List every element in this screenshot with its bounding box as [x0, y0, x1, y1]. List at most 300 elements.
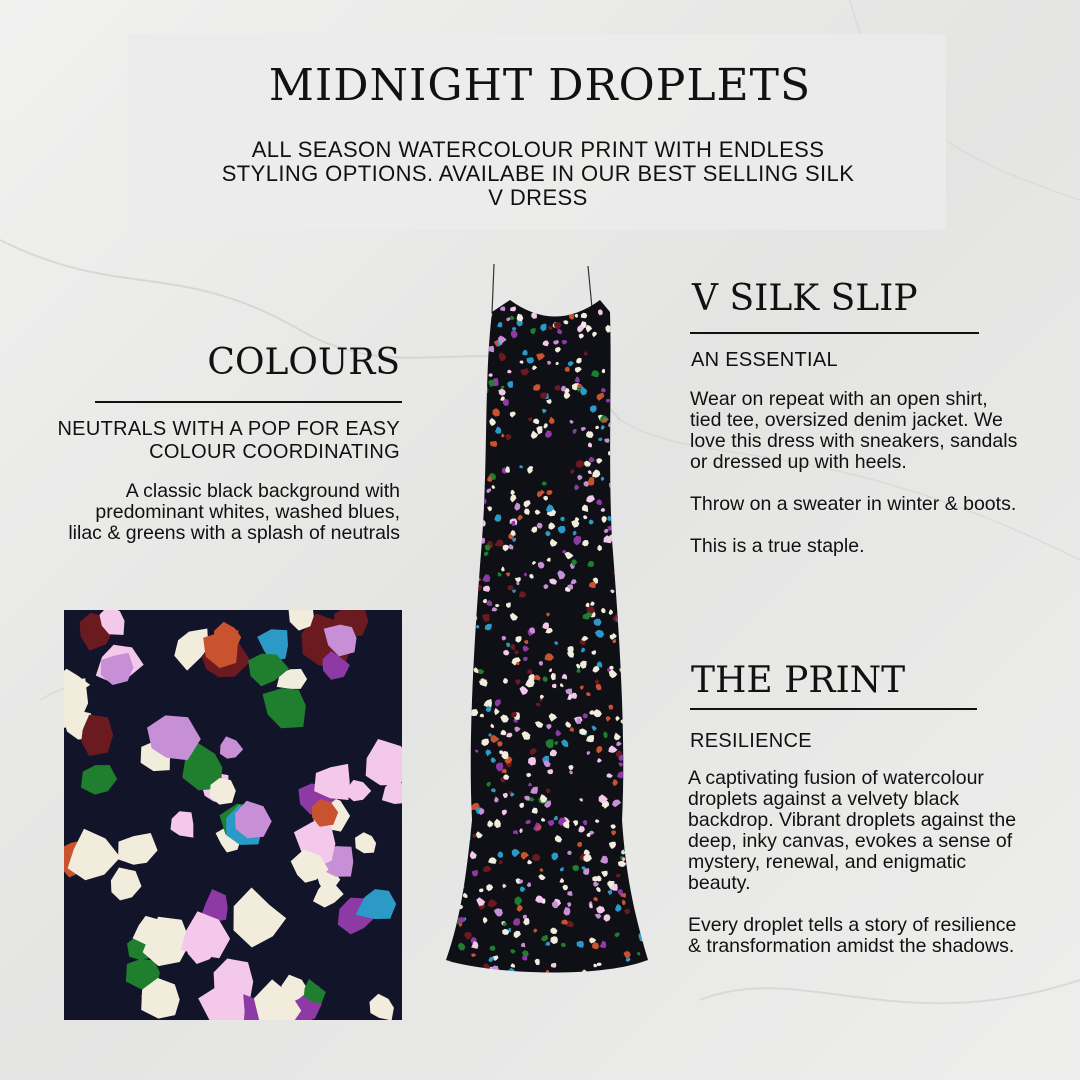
- dress-droplet: [460, 624, 467, 631]
- dress-droplet: [477, 415, 483, 422]
- dress-droplet: [433, 569, 439, 575]
- dress-droplet: [628, 422, 634, 428]
- dress-droplet: [646, 335, 653, 343]
- dress-droplet: [641, 836, 648, 844]
- dress-droplet: [473, 537, 480, 544]
- dress-droplet: [470, 416, 476, 422]
- dress-droplet: [430, 327, 432, 330]
- dress-droplet: [460, 726, 468, 733]
- colours-description: A classic black background with predominant whites, washed blues, lilac & greens with a splash of neutrals: [68, 480, 400, 544]
- dress-droplet: [480, 538, 485, 544]
- dress-droplet: [624, 564, 628, 569]
- print-swatch-image: [64, 610, 402, 1020]
- dress-droplet: [636, 386, 643, 394]
- dress-droplet: [631, 386, 635, 390]
- dress-droplet: [449, 325, 454, 330]
- dress-droplet: [447, 563, 452, 568]
- dress-droplet: [612, 514, 618, 519]
- dress-droplet: [626, 764, 630, 769]
- dress-droplet: [456, 884, 464, 890]
- dress-droplet: [446, 551, 452, 556]
- dress-droplet: [439, 742, 447, 750]
- dress-droplet: [430, 614, 433, 620]
- dress-droplet: [451, 641, 458, 648]
- dress-droplet: [449, 549, 453, 555]
- dress-droplet: [658, 482, 660, 487]
- dress-droplet: [443, 614, 448, 618]
- dress-droplet: [444, 974, 452, 980]
- dress-droplet: [438, 298, 445, 304]
- dress-droplet: [632, 406, 636, 411]
- dress-droplet: [623, 823, 628, 829]
- dress-droplet: [466, 480, 469, 484]
- dress-droplet: [463, 753, 468, 758]
- dress-droplet: [430, 433, 436, 441]
- dress-droplet: [456, 771, 463, 779]
- dress-droplet: [468, 300, 475, 308]
- dress-droplet: [614, 338, 619, 342]
- dress-droplet: [467, 297, 475, 304]
- dress-droplet: [494, 300, 498, 304]
- print-heading: THE PRINT: [691, 660, 906, 701]
- dress-droplet: [432, 595, 437, 600]
- dress-droplet: [612, 398, 617, 403]
- dress-droplet: [452, 745, 456, 749]
- dress-droplet: [442, 305, 448, 312]
- dress-droplet: [624, 468, 628, 473]
- dress-droplet: [477, 322, 486, 331]
- print-description: [688, 768, 1023, 978]
- dress-droplet: [461, 382, 465, 386]
- dress-droplet: [632, 674, 637, 681]
- dress-droplet: [627, 618, 631, 622]
- dress-droplet: [446, 683, 450, 688]
- dress-droplet: [651, 672, 656, 677]
- dress-droplet: [430, 833, 435, 839]
- dress-droplet: [653, 642, 660, 649]
- dress-droplet: [446, 621, 450, 626]
- dress-droplet: [457, 354, 464, 361]
- dress-droplet: [643, 750, 647, 754]
- dress-droplet: [637, 735, 644, 742]
- dress-droplet: [633, 457, 641, 464]
- slip-subheading: AN ESSENTIAL: [691, 349, 838, 371]
- dress-droplet: [629, 576, 635, 582]
- dress-droplet: [644, 850, 650, 857]
- dress-droplet: [651, 398, 654, 403]
- dress-droplet: [451, 797, 455, 801]
- dress-droplet: [612, 535, 618, 540]
- dress-droplet: [452, 421, 456, 425]
- dress-droplet: [614, 570, 622, 578]
- dress-droplet: [629, 727, 633, 731]
- dress-droplet: [631, 781, 635, 786]
- dress-droplet: [651, 747, 658, 756]
- dress-droplet: [649, 303, 655, 308]
- dress-droplet: [430, 950, 433, 956]
- dress-droplet: [647, 532, 653, 539]
- dress-droplet: [625, 578, 631, 582]
- dress-droplet: [631, 508, 638, 515]
- dress-droplet: [474, 570, 480, 578]
- dress-droplet: [441, 537, 449, 545]
- dress-droplet: [648, 858, 652, 862]
- dress-droplet: [632, 504, 638, 511]
- silk-slip-dress-image: [430, 260, 660, 1060]
- dress-droplet: [644, 509, 650, 514]
- dress-droplet: [456, 475, 463, 482]
- dress-droplet: [637, 658, 641, 661]
- dress-droplet: [621, 604, 626, 609]
- dress-droplet: [617, 450, 622, 456]
- dress-droplet: [449, 806, 457, 814]
- dress-droplet: [465, 317, 473, 324]
- slip-divider: [690, 332, 979, 334]
- dress-droplet: [481, 331, 488, 339]
- dress-droplet: [629, 821, 634, 826]
- slip-description: [690, 389, 1020, 578]
- dress-droplet: [452, 533, 459, 541]
- dress-droplet: [635, 772, 639, 776]
- dress-droplet: [468, 452, 474, 458]
- dress-droplet: [480, 311, 486, 317]
- dress-droplet: [430, 628, 438, 635]
- dress-droplet: [625, 316, 632, 323]
- dress-droplet: [464, 378, 469, 382]
- dress-droplet: [639, 592, 647, 601]
- dress-droplet: [446, 617, 453, 624]
- dress-droplet: [477, 414, 483, 420]
- dress-droplet: [436, 964, 442, 970]
- dress-droplet: [623, 711, 628, 716]
- dress-droplet: [442, 934, 448, 942]
- dress-droplet: [430, 647, 437, 654]
- dress-droplet: [618, 349, 626, 356]
- print-paragraph-2: Every droplet tells a story of resilience & transformation amidst the shadows.: [688, 914, 1017, 957]
- dress-droplet: [453, 486, 461, 495]
- dress-droplet: [636, 858, 642, 864]
- dress-droplet: [432, 426, 437, 432]
- dress-droplet: [449, 506, 456, 513]
- dress-droplet: [455, 773, 461, 778]
- dress-droplet: [456, 874, 461, 879]
- print-paragraph-1: A captivating fusion of watercolour droplets against a velvety black backdrop. Vibrant droplets against the deep, inky canvas, evokes a sense of mystery, renewal, and enigmatic beauty.: [688, 767, 1017, 894]
- dress-droplet: [657, 434, 660, 438]
- dress-droplet: [460, 551, 467, 558]
- dress-droplet: [464, 592, 469, 597]
- dress-droplet: [643, 543, 647, 547]
- dress-droplet: [648, 698, 656, 704]
- dress-droplet: [619, 360, 624, 365]
- dress-droplet: [470, 970, 475, 976]
- dress-droplet: [475, 555, 479, 559]
- dress-droplet: [451, 758, 459, 764]
- dress-droplet: [627, 726, 631, 730]
- dress-droplet: [643, 711, 648, 716]
- dress-droplet: [436, 434, 442, 441]
- dress-droplet: [611, 340, 617, 346]
- dress-droplet: [430, 659, 436, 667]
- dress-droplet: [644, 488, 649, 492]
- dress-droplet: [630, 596, 638, 603]
- dress-droplet: [432, 957, 439, 963]
- dress-droplet: [508, 975, 514, 981]
- dress-droplet: [605, 974, 610, 979]
- dress-droplet: [468, 664, 474, 669]
- dress-droplet: [474, 371, 482, 377]
- dress-droplet: [452, 693, 458, 698]
- dress-droplet: [601, 972, 606, 977]
- dress-droplet: [440, 527, 448, 534]
- dress-droplet: [618, 342, 622, 347]
- dress-droplet: [487, 346, 494, 353]
- dress-droplet: [644, 817, 651, 824]
- dress-droplet: [642, 836, 651, 844]
- dress-droplet: [454, 805, 460, 811]
- dress-droplet: [474, 512, 482, 518]
- dress-droplet: [616, 519, 621, 524]
- dress-droplet: [436, 796, 445, 805]
- dress-droplet: [463, 489, 471, 497]
- dress-droplet: [447, 494, 453, 498]
- dress-droplet: [438, 696, 445, 705]
- dress-droplet: [636, 803, 642, 812]
- dress-droplet: [621, 483, 628, 490]
- dress-droplet: [652, 462, 656, 466]
- dress-droplet: [455, 628, 462, 635]
- dress-droplet: [461, 300, 466, 304]
- dress-droplet: [443, 368, 450, 375]
- dress-droplet: [455, 891, 462, 896]
- dress-droplet: [430, 641, 433, 646]
- dress-droplet: [649, 740, 653, 744]
- dress-droplet: [648, 782, 655, 788]
- dress-droplet: [439, 511, 448, 520]
- dress-droplet: [471, 973, 478, 981]
- dress-droplet: [438, 635, 445, 641]
- dress-droplet: [447, 752, 454, 761]
- dress-droplet: [440, 378, 445, 381]
- dress-droplet: [481, 387, 488, 394]
- dress-droplet: [636, 737, 643, 744]
- dress-droplet: [619, 422, 624, 425]
- dress-droplet: [447, 609, 454, 616]
- dress-droplet: [631, 680, 636, 685]
- dress-droplet: [454, 783, 461, 791]
- dress-droplet: [432, 621, 438, 627]
- dress-droplet: [655, 346, 661, 354]
- dress-droplet: [613, 478, 618, 483]
- dress-droplet: [642, 704, 648, 710]
- dress-droplet: [444, 922, 452, 929]
- dress-droplet: [465, 331, 470, 335]
- dress-droplet: [430, 581, 433, 588]
- dress-droplet: [455, 624, 462, 630]
- dress-droplet: [645, 911, 650, 917]
- dress-droplet: [445, 716, 450, 721]
- dress-droplet: [632, 496, 640, 504]
- dress-droplet: [470, 460, 477, 466]
- dress-droplet: [646, 891, 652, 896]
- dress-droplet: [616, 481, 621, 485]
- dress-droplet: [620, 612, 628, 621]
- dress-droplet: [634, 430, 638, 433]
- dress-droplet: [652, 392, 660, 400]
- dress-droplet: [433, 623, 440, 632]
- dress-droplet: [475, 511, 482, 519]
- dress-droplet: [437, 339, 445, 348]
- dress-droplet: [648, 747, 654, 754]
- dress-droplet: [644, 906, 648, 911]
- dress-droplet: [627, 592, 635, 599]
- dress-droplet: [463, 598, 469, 605]
- dress-droplet: [649, 543, 656, 551]
- dress-droplet: [443, 571, 447, 576]
- dress-droplet: [623, 410, 628, 416]
- print-subheading: RESILIENCE: [690, 730, 812, 752]
- dress-droplet: [441, 485, 450, 494]
- dress-droplet: [640, 844, 646, 849]
- slip-paragraph-3: This is a true staple.: [690, 535, 865, 557]
- dress-droplet: [625, 835, 632, 842]
- dress-droplet: [430, 889, 436, 896]
- dress-droplet: [656, 525, 660, 530]
- dress-droplet: [654, 612, 658, 616]
- dress-droplet: [625, 525, 630, 530]
- dress-droplet: [454, 776, 461, 782]
- dress-droplet: [634, 721, 640, 730]
- dress-droplet: [442, 542, 447, 546]
- dress-droplet: [653, 931, 657, 935]
- dress-droplet: [629, 576, 633, 581]
- slip-paragraph-2: Throw on a sweater in winter & boots.: [690, 493, 1017, 515]
- dress-droplet: [459, 403, 465, 408]
- dress-droplet: [468, 328, 472, 332]
- slip-paragraph-1: Wear on repeat with an open shirt, tied tee, oversized denim jacket. We love this dress with sneakers, sandals or dressed up with heels.: [690, 388, 1018, 473]
- dress-droplet: [631, 667, 635, 671]
- colours-subheading: NEUTRALS WITH A POP FOR EASY COLOUR COORDINATING: [57, 418, 400, 463]
- dress-droplet: [449, 912, 458, 921]
- dress-droplet: [632, 616, 637, 621]
- dress-droplet: [649, 525, 655, 530]
- dress-droplet: [446, 379, 453, 387]
- dress-droplet: [455, 465, 461, 470]
- colours-heading: COLOURS: [207, 342, 400, 383]
- dress-droplet: [631, 496, 637, 501]
- dress-droplet: [615, 479, 622, 488]
- dress-droplet: [455, 599, 462, 605]
- dress-droplet: [451, 782, 455, 785]
- dress-droplet: [461, 588, 467, 594]
- dress-droplet: [449, 700, 456, 708]
- dress-droplet: [475, 445, 481, 451]
- dress-droplet: [465, 834, 471, 841]
- dress-droplet: [629, 456, 635, 461]
- dress-droplet: [469, 529, 474, 534]
- dress-droplet: [614, 342, 620, 348]
- dress-droplet: [436, 704, 441, 709]
- dress-droplet: [631, 302, 639, 309]
- dress-droplet: [631, 670, 638, 676]
- dress-droplet: [447, 483, 453, 489]
- dress-droplet: [431, 653, 437, 661]
- dress-droplet: [636, 419, 642, 425]
- dress-droplet: [473, 616, 477, 620]
- dress-droplet: [463, 811, 468, 816]
- dress-droplet: [626, 442, 633, 448]
- colours-divider: [95, 401, 402, 403]
- dress-droplet: [455, 548, 463, 556]
- dress-droplet: [451, 485, 456, 489]
- dress-droplet: [624, 350, 628, 354]
- dress-droplet: [477, 466, 484, 473]
- dress-droplet: [619, 457, 627, 463]
- dress-droplet: [455, 612, 462, 619]
- dress-droplet: [449, 354, 455, 359]
- dress-droplet: [620, 441, 626, 447]
- dress-droplet: [475, 534, 479, 539]
- dress-droplet: [451, 568, 455, 572]
- dress-droplet: [433, 418, 441, 428]
- dress-droplet: [466, 468, 472, 474]
- dress-droplet: [445, 887, 452, 895]
- dress-droplet: [643, 754, 647, 759]
- dress-droplet: [643, 781, 652, 788]
- dress-droplet: [650, 300, 658, 308]
- dress-droplet: [655, 305, 660, 309]
- dress-droplet: [644, 396, 650, 403]
- dress-droplet: [474, 399, 479, 404]
- dress-droplet: [635, 535, 642, 542]
- dress-droplet: [514, 972, 521, 980]
- dress-droplet: [469, 592, 477, 601]
- dress-droplet: [616, 309, 622, 315]
- dress-droplet: [479, 311, 484, 318]
- dress-droplet: [635, 696, 642, 703]
- dress-droplet: [447, 334, 452, 340]
- dress-droplet: [611, 470, 617, 476]
- dress-droplet: [608, 451, 612, 456]
- dress-droplet: [464, 399, 469, 405]
- dress-droplet: [644, 909, 650, 915]
- dress-droplet: [462, 653, 466, 658]
- dress-droplet: [435, 926, 441, 932]
- dress-droplet: [442, 595, 448, 600]
- dress-droplet: [464, 580, 472, 590]
- dress-droplet: [620, 348, 624, 353]
- dress-droplet: [438, 967, 442, 971]
- dress-droplet: [618, 571, 627, 578]
- dress-droplet: [449, 776, 456, 782]
- dress-droplet: [443, 927, 449, 932]
- dress-droplet: [643, 334, 649, 341]
- dress-droplet: [636, 701, 642, 708]
- dress-droplet: [634, 860, 643, 869]
- dress-droplet: [650, 734, 657, 742]
- dress-droplet: [658, 936, 660, 941]
- dress-droplet: [620, 637, 627, 645]
- dress-droplet: [462, 692, 467, 696]
- dress-droplet: [646, 516, 652, 524]
- dress-droplet: [459, 761, 463, 764]
- dress-droplet: [436, 976, 440, 981]
- dress-droplet: [649, 417, 654, 421]
- page-title: MIDNIGHT DROPLETS: [268, 60, 812, 111]
- dress-droplet: [434, 432, 442, 441]
- dress-droplet: [433, 900, 437, 905]
- dress-droplet: [445, 727, 450, 732]
- dress-droplet: [622, 585, 628, 591]
